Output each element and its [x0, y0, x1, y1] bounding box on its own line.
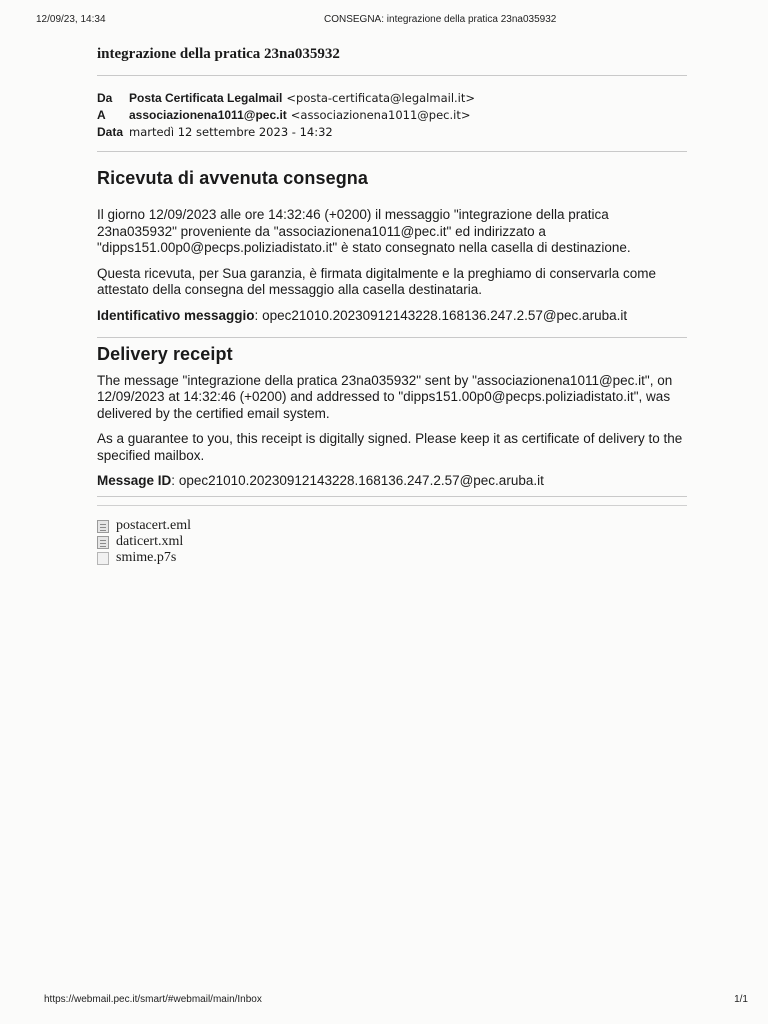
- footer-url: https://webmail.pec.it/smart/#webmail/main/Inbox: [44, 994, 262, 1005]
- header-to: [97, 107, 687, 124]
- divider: [97, 75, 687, 76]
- from-name[interactable]: Posta Certificata Legalmail: [129, 91, 283, 105]
- header-from: [97, 90, 687, 107]
- message-headers: [97, 90, 687, 141]
- page-number: 1/1: [734, 994, 748, 1005]
- italian-heading: Ricevuta di avvenuta consegna: [97, 168, 368, 188]
- to-label: A: [97, 108, 106, 122]
- italian-paragraph-2: Questa ricevuta, per Sua garanzia, è firmata digitalmente e la preghiamo di conservarla come attestato della consegna del messaggio alla casella destinataria.: [97, 265, 657, 297]
- attachments-list: [97, 518, 687, 566]
- header-date: [97, 124, 687, 141]
- date-value: martedì 12 settembre 2023 - 14:32: [129, 125, 333, 139]
- from-address[interactable]: <posta-certificata@legalmail.it>: [286, 91, 476, 105]
- to-name[interactable]: associazionena1011@pec.it: [129, 108, 287, 122]
- divider: [97, 151, 687, 152]
- from-label: Da: [97, 91, 113, 105]
- message-subject: integrazione della pratica 23na035932: [97, 46, 340, 62]
- italian-message-id: Identificativo messaggio: opec21010.20230912143228.168136.247.2.57@pec.aruba.it: [97, 307, 628, 323]
- italian-id-label: Identificativo messaggio: [97, 307, 255, 323]
- attachment-item[interactable]: [97, 550, 687, 566]
- english-id-label: Message ID: [97, 473, 172, 488]
- print-header: [36, 14, 732, 28]
- to-address[interactable]: <associazionena1011@pec.it>: [290, 108, 471, 122]
- attachment-name[interactable]: smime.p7s: [116, 550, 177, 565]
- print-date: 12/09/23, 14:34: [36, 14, 106, 25]
- attachment-name[interactable]: postacert.eml: [116, 518, 192, 533]
- receipt-english: [97, 344, 687, 489]
- english-id-value: opec21010.20230912143228.168136.247.2.57@pec.aruba.it: [178, 473, 544, 488]
- english-paragraph-1: The message "integrazione della pratica 23na035932" sent by "associazionena1011@pec.it", on 12/09/2023 at 14:32:46 (+0200) and addressed to "dipps151.00p0@pecps.poliziadistato.it", was delivered by the certified email system.: [97, 372, 673, 421]
- divider: [97, 496, 687, 497]
- attachment-item[interactable]: [97, 518, 687, 534]
- date-label: Data: [97, 125, 124, 139]
- attachment-item[interactable]: [97, 534, 687, 550]
- email-file-icon: [97, 520, 109, 533]
- english-heading: Delivery receipt: [97, 343, 233, 364]
- english-paragraph-2: As a guarantee to you, this receipt is digitally signed. Please keep it as certificate of delivery to the specified mailbox.: [97, 431, 683, 463]
- italian-paragraph-1: Il giorno 12/09/2023 alle ore 14:32:46 (+0200) il messaggio "integrazione della pratica 23na035932" proveniente da "associazionena1011@pec.it" ed indirizzato a "dipps151.00p0@pecps.poliziadistato.it" è stato consegnato nella casella di destinazione.: [97, 207, 631, 255]
- italian-id-value: opec21010.20230912143228.168136.247.2.57@pec.aruba.it: [262, 307, 628, 323]
- attachment-name[interactable]: daticert.xml: [116, 534, 184, 549]
- receipt-italian: [97, 168, 687, 337]
- xml-file-icon: [97, 536, 109, 549]
- english-message-id: Message ID: opec21010.20230912143228.168136.247.2.57@pec.aruba.it: [97, 473, 544, 488]
- divider: [97, 337, 687, 338]
- message-view: [97, 46, 687, 566]
- blank-file-icon: [97, 552, 109, 565]
- divider: [97, 505, 687, 506]
- print-title: CONSEGNA: integrazione della pratica 23na035932: [324, 14, 557, 25]
